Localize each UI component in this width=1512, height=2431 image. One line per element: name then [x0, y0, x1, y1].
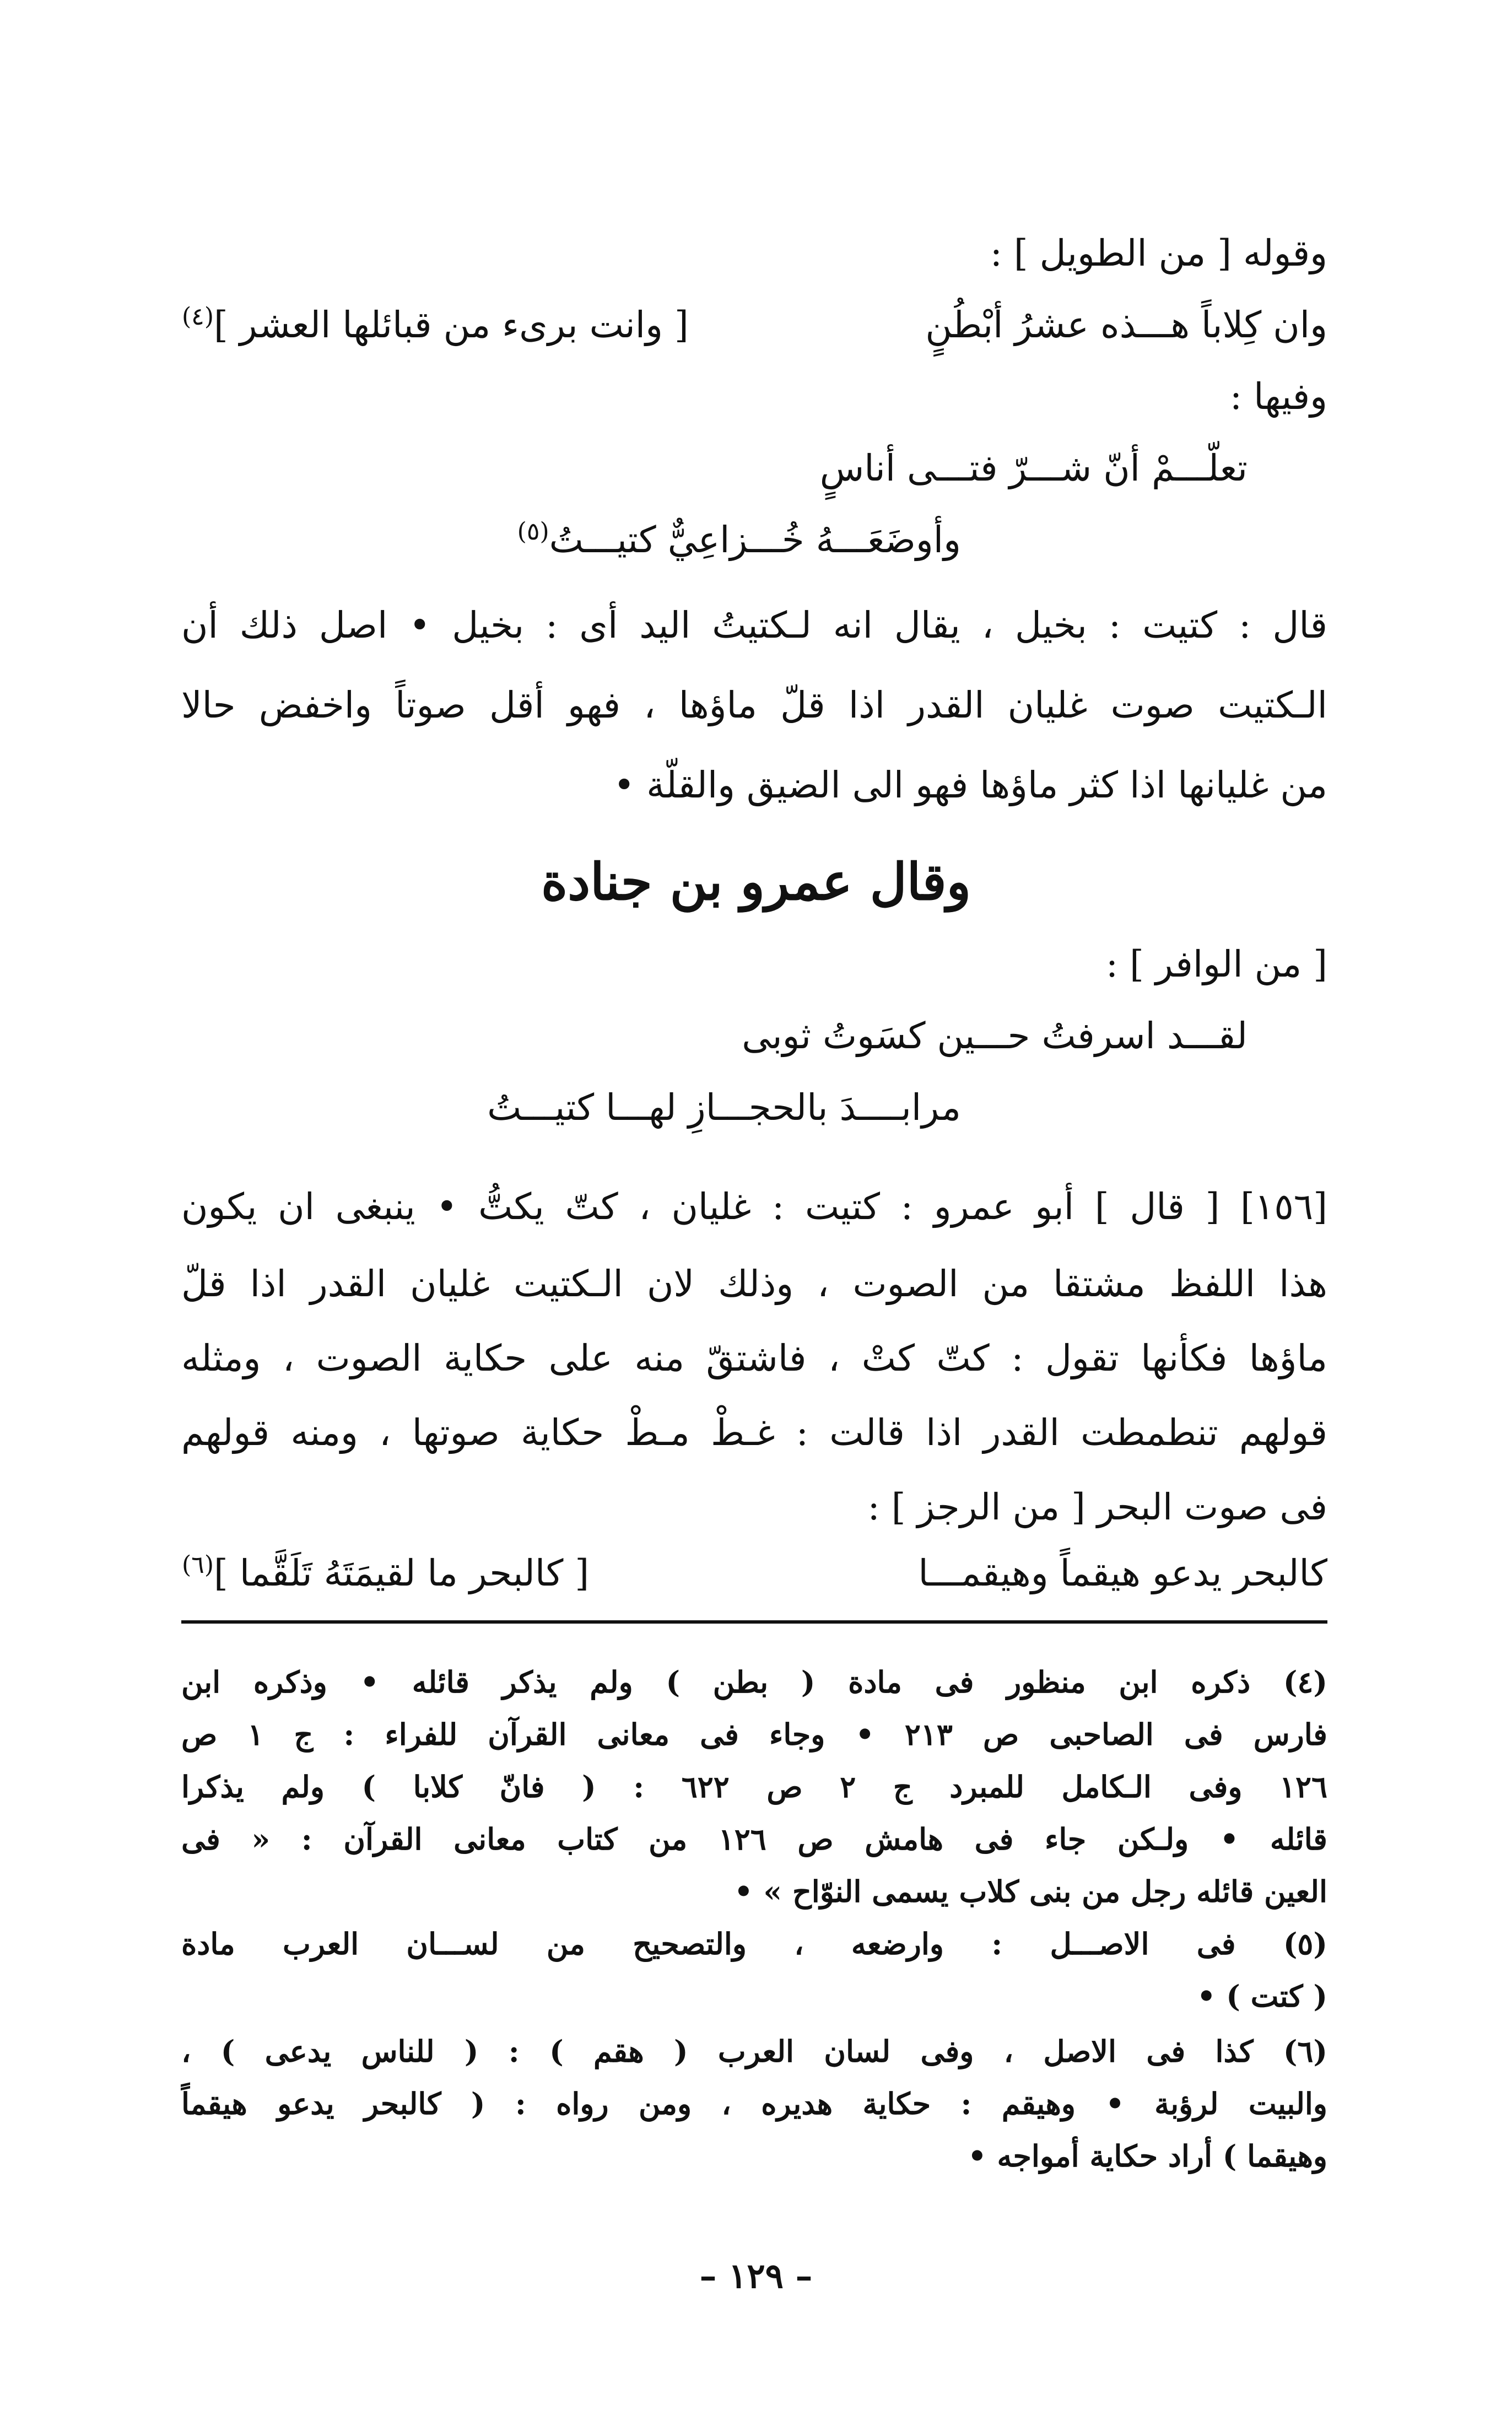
footnote-ref-5: (٥) — [517, 518, 549, 546]
verse-2-b: وأوضَعَـــهُ خُـــزاعِيٌّ كتيـــتُ — [549, 519, 961, 561]
verse-2-first-hemistich — [820, 438, 1248, 499]
section-heading: وقال عمرو بن جنادة — [541, 852, 971, 912]
verse-1-first-hemistich — [925, 295, 1327, 355]
footnote-6-line-2: والبيت لرؤبة • وهيقم : حكاية هديره ، ومن رواه : ( كالبحر يدعو هيقماً — [181, 2086, 1327, 2121]
paragraph-2-line-5: فى صوت البحر [ من الرجز ] : — [867, 1486, 1327, 1528]
verse-1-b: [ وانت برىء من قبائلها العشر ] — [213, 304, 689, 346]
footnote-ref-6: (٦) — [182, 1551, 214, 1579]
meter-label-tawil: وقوله [ من الطويل ] : — [990, 232, 1327, 274]
footnote-5-line-1: (٥) فى الاصـــل : وارضعه ، والتصحيح من لســـان العرب مادة — [181, 1926, 1327, 1961]
verse-4-a: كالبحر يدعو هيقماً وهيقمـــا — [918, 1552, 1327, 1594]
intro-fiha: وفيها : — [1229, 375, 1327, 418]
footnote-6-line-3: وهيقما ) أراد حكاية أمواجه • — [968, 2138, 1327, 2174]
verse-2-a: تعلّـــمْ أنّ شـــرّ فتـــى أناسٍ — [819, 447, 1248, 489]
verse-4-second-hemistich — [182, 1543, 589, 1604]
verse-3-first-hemistich — [742, 1006, 1248, 1066]
paragraph-1-line-3: من غليانها اذا كثر ماؤها فهو الى الضيق والقلّة • — [613, 764, 1327, 806]
paragraph-2-line-2: هذا اللفظ مشتقا من الصوت ، وذلك لان الـكتيت غليان القدر اذا قلّ — [181, 1263, 1327, 1305]
footnote-divider — [181, 1620, 1327, 1624]
footnote-ref-4: (٤) — [182, 303, 214, 331]
paragraph-2-line-3: ماؤها فكأنها تقول : كتّ كتْ ، فاشتقّ منه على حكاية الصوت ، ومثله — [181, 1337, 1327, 1379]
page-number: – ١٢٩ – — [699, 2256, 813, 2296]
footnote-4-line-2: فارس فى الصاحبى ص ٢١٣ • وجاء فى معانى القرآن للفراء : ج ١ ص — [181, 1717, 1327, 1752]
verse-3-second-hemistich — [487, 1077, 961, 1138]
paragraph-1-line-2: الـكتيت صوت غليان القدر اذا قلّ ماؤها ، فهو أقل صوتاً واخفض حالا — [181, 684, 1327, 726]
meter-label-wafir: [ من الوافر ] : — [1105, 943, 1327, 985]
footnote-4-line-3: ١٢٦ وفى الـكامل للمبرد ج ٢ ص ٦٢٢ : ( فانّ كلابا ) ولم يذكرا — [181, 1769, 1327, 1804]
footnote-4-line-4: قائله • ولـكن جاء فى هامش ص ١٢٦ من كتاب معانى القرآن : « فى — [181, 1821, 1327, 1857]
paragraph-1-line-1: قال : كتيت : بخيل ، يقال انه لـكتيتُ اليد أى : بخيل • اصل ذلك أن — [181, 604, 1327, 646]
footnote-6-line-1: (٦) كذا فى الاصل ، وفى لسان العرب ( هقم ) : ( للناس يدعى ) ، — [181, 2034, 1327, 2069]
paragraph-2-line-4: قولهم تنطمطت القدر اذا قالت : غـطْ مـطْ حكاية صوتها ، ومنه قولهم — [181, 1411, 1327, 1454]
footnote-5-line-2: ( كتت ) • — [1196, 1979, 1327, 2014]
verse-1-second-hemistich — [182, 295, 689, 355]
verse-1-a: وان كِلاباً هـــذه عشرُ أبْطُنٍ — [925, 304, 1327, 346]
footnote-4-line-5: العين قائله رجل من بنى كلاب يسمى النوّاح » • — [734, 1874, 1327, 1909]
paragraph-2-line-1: [١٥٦] [ قال ] أبو عمرو : كتيت : غليان ، كتّ يكتُّ • ينبغى ان يكون — [181, 1185, 1327, 1228]
verse-4-b: [ كالبحر ما لقيمَتَهُ تَلَقَّما ] — [213, 1552, 590, 1594]
verse-4-first-hemistich — [918, 1543, 1327, 1604]
verse-2-second-hemistich — [517, 510, 961, 570]
verse-3-b: مرابــــدَ بالحجـــازِ لهـــا كتيـــتُ — [487, 1086, 961, 1129]
footnote-4-line-1: (٤) ذكره ابن منظور فى مادة ( بطن ) ولم يذكر قائله • وذكره ابن — [181, 1664, 1327, 1700]
verse-3-a: لقـــد اسرفتُ حـــين كسَوتُ ثوبى — [742, 1015, 1248, 1057]
